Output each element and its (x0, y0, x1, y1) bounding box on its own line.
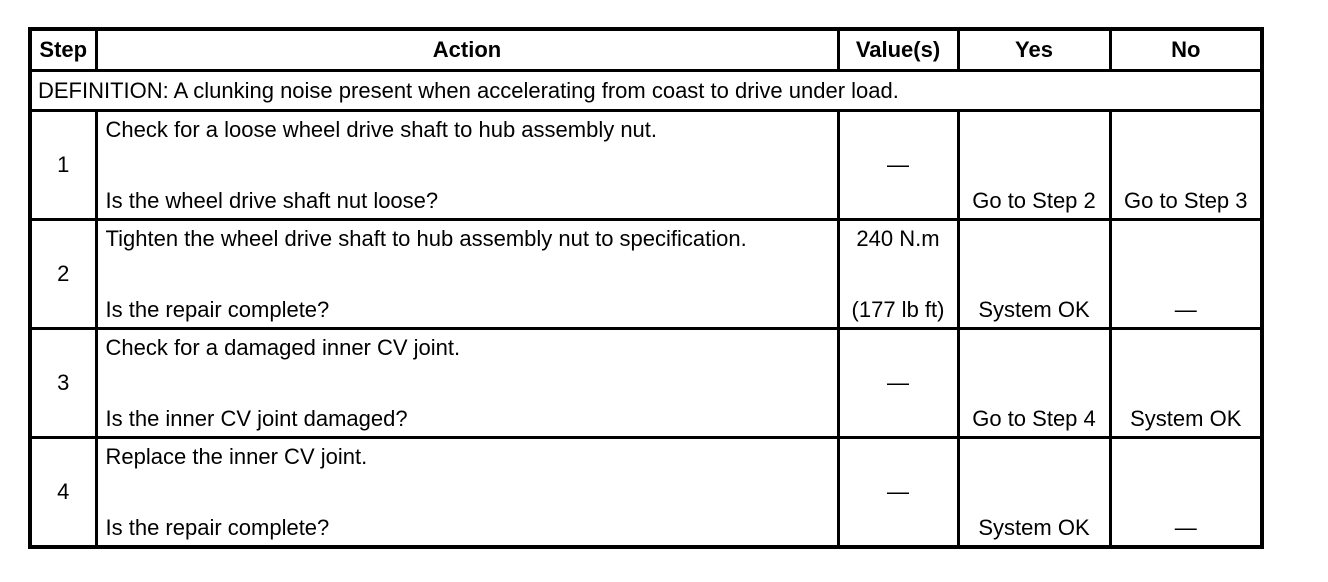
yes-text: Go to Step 4 (972, 405, 1096, 431)
step-number: 1 (30, 111, 96, 220)
yes-cell (958, 111, 1110, 220)
yes-cell (958, 329, 1110, 438)
yes-cell (958, 220, 1110, 329)
no-text: Go to Step 3 (1123, 187, 1248, 213)
yes-text: System OK (978, 296, 1090, 322)
definition-text: DEFINITION: A clunking noise present when accelerating from coast to drive under load. (30, 71, 1262, 111)
value-text: — (887, 370, 909, 396)
action-text: Check for a damaged inner CV joint. (105, 334, 461, 360)
table-row (30, 329, 1262, 438)
value-text: 240 N.m (856, 225, 940, 251)
no-text: System OK (1130, 405, 1242, 431)
diagnostic-table (28, 27, 1264, 549)
table-row (30, 438, 1262, 547)
no-cell (1110, 220, 1262, 329)
question-text: Is the repair complete? (105, 514, 330, 540)
step-number: 4 (30, 438, 96, 547)
header-values: Value(s) (838, 29, 958, 71)
header-no: No (1110, 29, 1262, 71)
yes-text: System OK (978, 514, 1090, 540)
no-text: — (1174, 296, 1197, 322)
value-text: — (887, 152, 909, 178)
value-text-secondary: (177 lb ft) (851, 296, 945, 322)
question-text: Is the wheel drive shaft nut loose? (105, 187, 439, 213)
header-yes: Yes (958, 29, 1110, 71)
no-text: — (1174, 514, 1197, 540)
table-row (30, 111, 1262, 220)
value-cell (838, 438, 958, 547)
value-cell (838, 329, 958, 438)
value-text: — (887, 479, 909, 505)
value-cell (838, 220, 958, 329)
action-text: Check for a loose wheel drive shaft to hub assembly nut. (105, 116, 658, 142)
action-text: Replace the inner CV joint. (105, 443, 368, 469)
step-number: 3 (30, 329, 96, 438)
header-action: Action (96, 29, 838, 71)
value-cell (838, 111, 958, 220)
action-cell (96, 220, 838, 329)
action-cell (96, 438, 838, 547)
yes-cell (958, 438, 1110, 547)
yes-text: Go to Step 2 (972, 187, 1096, 213)
action-text: Tighten the wheel drive shaft to hub assembly nut to specification. (105, 225, 747, 251)
no-cell (1110, 111, 1262, 220)
header-step: Step (30, 29, 96, 71)
question-text: Is the repair complete? (105, 296, 330, 322)
no-cell (1110, 329, 1262, 438)
question-text: Is the inner CV joint damaged? (105, 405, 408, 431)
no-cell (1110, 438, 1262, 547)
action-cell (96, 111, 838, 220)
definition-row (30, 71, 1262, 111)
header-row (30, 29, 1262, 71)
step-number: 2 (30, 220, 96, 329)
table-row (30, 220, 1262, 329)
action-cell (96, 329, 838, 438)
